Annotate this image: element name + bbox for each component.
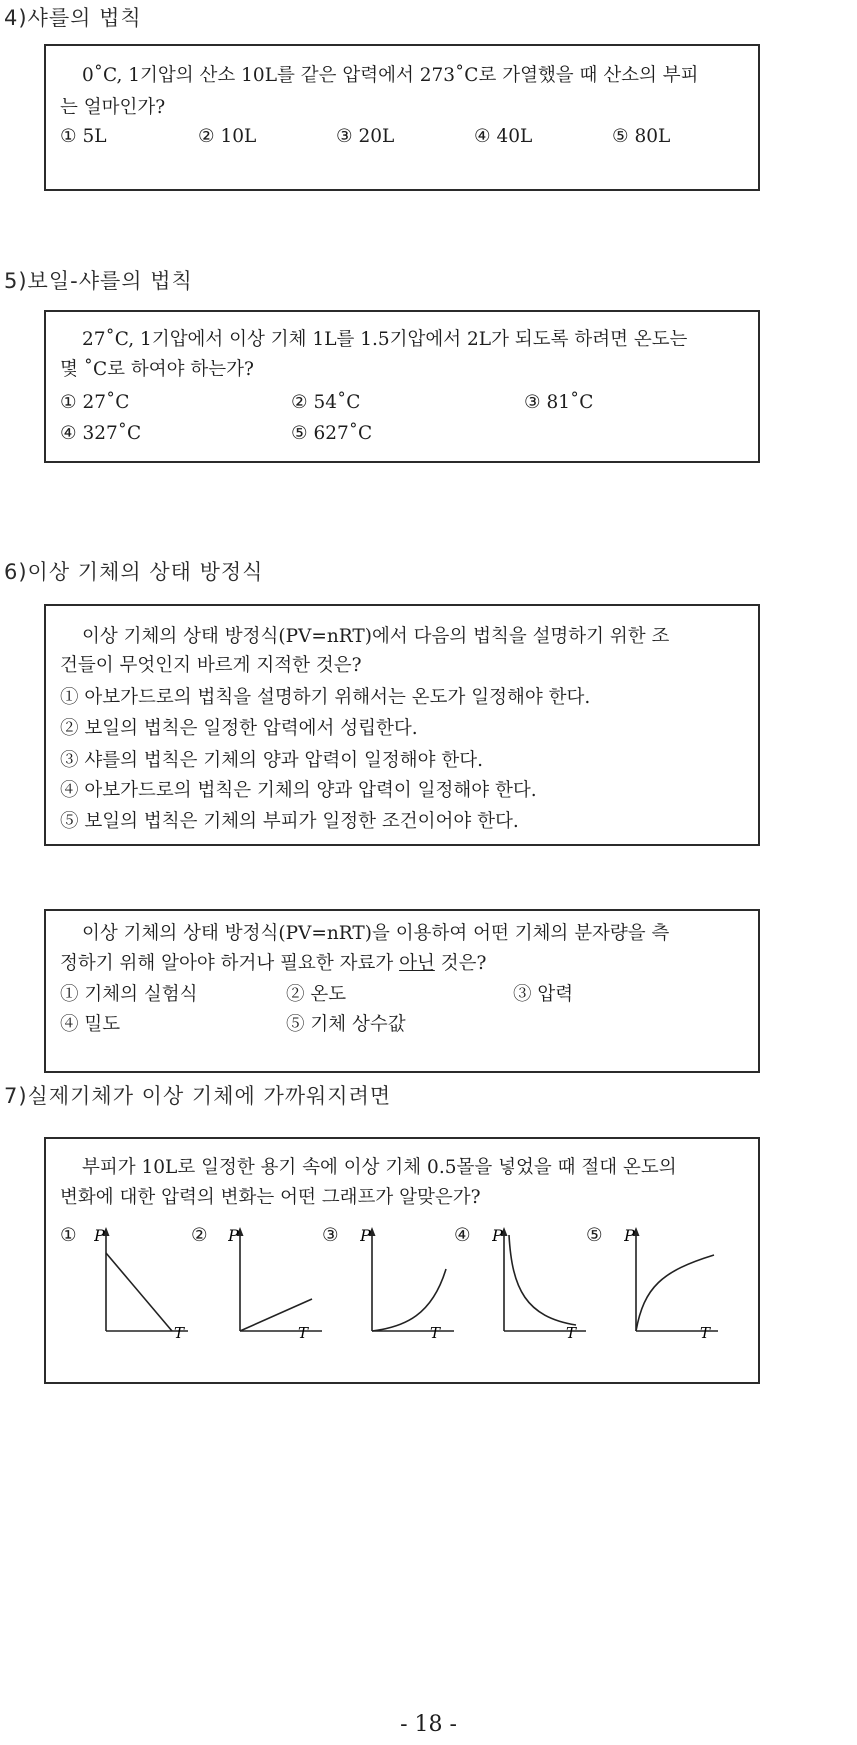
question-4-text-line-2-start: 정하기 위해 알아야 하거나 필요한 자료가 xyxy=(60,953,400,974)
question-1-option-5: ⑤ 80L xyxy=(612,126,671,147)
question-1-text-line-1: 0˚C, 1기압의 산소 10L를 같은 압력에서 273˚C로 가열했을 때 산소의 부피 xyxy=(82,65,699,86)
question-3-option-2: ② 보일의 법칙은 일정한 압력에서 성립한다. xyxy=(60,718,418,739)
question-3-box xyxy=(44,604,760,846)
question-3-option-3: ③ 샤를의 법칙은 기체의 양과 압력이 일정해야 한다. xyxy=(60,750,483,771)
question-3-option-5: ⑤ 보일의 법칙은 기체의 부피가 일정한 조건이어야 한다. xyxy=(60,811,519,832)
question-2-option-1: ① 27˚C xyxy=(60,392,130,413)
question-1-option-3: ③ 20L xyxy=(336,126,395,147)
graph-1-y-label: P xyxy=(94,1226,105,1245)
question-4-underlined-word: 아닌 xyxy=(399,953,435,974)
graph-4-number: ④ xyxy=(454,1225,471,1246)
question-4-text-line-1: 이상 기체의 상태 방정식(PV=nRT)을 이용하여 어떤 기체의 분자량을 측 xyxy=(82,923,670,944)
graph-1-number: ① xyxy=(60,1225,77,1246)
question-5-text-line-1: 부피가 10L로 일정한 용기 속에 이상 기체 0.5몰을 넣었을 때 절대 온도의 xyxy=(82,1157,677,1178)
question-4-option-5: ⑤ 기체 상수값 xyxy=(286,1014,406,1035)
graph-4 xyxy=(492,1219,592,1339)
question-2-option-5: ⑤ 627˚C xyxy=(291,423,373,444)
graph-1 xyxy=(94,1219,194,1339)
graph-3-curve xyxy=(372,1269,446,1331)
question-2-text-line-1: 27˚C, 1기압에서 이상 기체 1L를 1.5기압에서 2L가 되도록 하려면 온도는 xyxy=(82,329,688,350)
graph-1-curve xyxy=(106,1253,172,1331)
question-3-text-line-2: 건들이 무엇인지 바르게 지적한 것은? xyxy=(60,655,362,676)
graph-3-x-label: T xyxy=(430,1324,441,1339)
section-4-title: 4)샤를의 법칙 xyxy=(4,6,142,30)
graph-5-y-label: P xyxy=(624,1226,635,1245)
question-4-box xyxy=(44,909,760,1073)
section-6-title: 6)이상 기체의 상태 방정식 xyxy=(4,560,264,584)
graph-2 xyxy=(228,1219,328,1339)
question-4-option-3: ③ 압력 xyxy=(513,984,574,1005)
graph-5-curve xyxy=(636,1255,714,1331)
question-1-option-2: ② 10L xyxy=(198,126,257,147)
question-2-option-3: ③ 81˚C xyxy=(524,392,594,413)
question-4-text-line-2 xyxy=(60,955,486,974)
question-4-text-line-2-end: 것은? xyxy=(434,953,487,974)
graph-4-x-label: T xyxy=(566,1324,577,1339)
question-4-option-2: ② 온도 xyxy=(286,984,347,1005)
graph-2-y-label: P xyxy=(228,1226,239,1245)
graph-2-x-label: T xyxy=(298,1324,309,1339)
question-1-option-1: ① 5L xyxy=(60,126,107,147)
section-7-title: 7)실제기체가 이상 기체에 가까워지려면 xyxy=(4,1084,392,1108)
graph-5-number: ⑤ xyxy=(586,1225,603,1246)
question-2-box xyxy=(44,310,760,463)
section-5-title: 5)보일-샤를의 법칙 xyxy=(4,269,193,293)
question-2-option-2: ② 54˚C xyxy=(291,392,361,413)
graph-3-number: ③ xyxy=(322,1225,339,1246)
graph-3 xyxy=(360,1219,460,1339)
question-3-text-line-1: 이상 기체의 상태 방정식(PV=nRT)에서 다음의 법칙을 설명하기 위한 조 xyxy=(82,626,670,647)
page-number: - 18 - xyxy=(400,1712,457,1737)
graph-3-y-label: P xyxy=(360,1226,371,1245)
question-4-option-1: ① 기체의 실험식 xyxy=(60,984,198,1005)
graph-2-number: ② xyxy=(191,1225,208,1246)
question-1-option-4: ④ 40L xyxy=(474,126,533,147)
question-2-option-4: ④ 327˚C xyxy=(60,423,142,444)
question-3-option-1: ① 아보가드로의 법칙을 설명하기 위해서는 온도가 일정해야 한다. xyxy=(60,687,591,708)
question-5-text-line-2: 변화에 대한 압력의 변화는 어떤 그래프가 알맞은가? xyxy=(60,1187,481,1208)
graph-4-curve xyxy=(509,1235,576,1325)
graph-5-x-label: T xyxy=(700,1324,711,1339)
question-3-option-4: ④ 아보가드로의 법칙은 기체의 양과 압력이 일정해야 한다. xyxy=(60,780,537,801)
question-2-text-line-2: 몇 ˚C로 하여야 하는가? xyxy=(60,359,254,380)
graph-1-x-label: T xyxy=(174,1324,185,1339)
graph-4-y-label: P xyxy=(492,1226,503,1245)
question-1-box xyxy=(44,44,760,191)
question-4-option-4: ④ 밀도 xyxy=(60,1014,121,1035)
graph-5 xyxy=(624,1219,724,1339)
question-5-box xyxy=(44,1137,760,1384)
question-1-text-line-2: 는 얼마인가? xyxy=(60,97,166,118)
